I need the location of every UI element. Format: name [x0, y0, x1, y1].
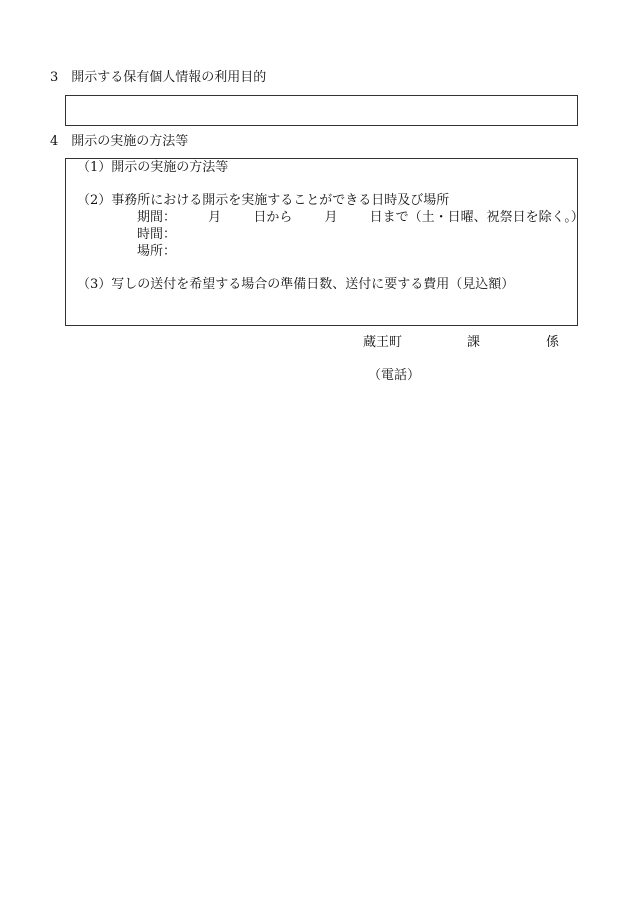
section-4-heading: 4 開示の実施の方法等 — [50, 134, 189, 149]
item-2-label: （2）事務所における開示を実施することができる日時及び場所 — [77, 193, 450, 208]
section-3-heading: 3 開示する保有個人情報の利用目的 — [50, 70, 267, 85]
period-label: 期間： — [137, 210, 177, 225]
period-month-from: 月 — [208, 210, 222, 225]
place-label: 場所： — [137, 244, 177, 259]
purpose-box — [65, 95, 578, 126]
period-row — [137, 210, 584, 226]
subsection-name: 係 — [546, 335, 560, 350]
item-1-label: （1）開示の実施の方法等 — [77, 160, 229, 175]
section-name: 課 — [467, 335, 481, 350]
phone-label: （電話） — [368, 368, 421, 383]
time-label: 時間： — [137, 227, 177, 242]
period-day-to: 日まで（土・日曜、祝祭日を除く。） — [369, 210, 584, 225]
period-month-to: 月 — [324, 210, 338, 225]
period-day-from: 日から — [253, 210, 293, 225]
item-3-label: （3）写しの送付を希望する場合の準備日数、送付に要する費用（見込額） — [77, 277, 515, 292]
office-name: 蔵王町 — [363, 335, 403, 350]
